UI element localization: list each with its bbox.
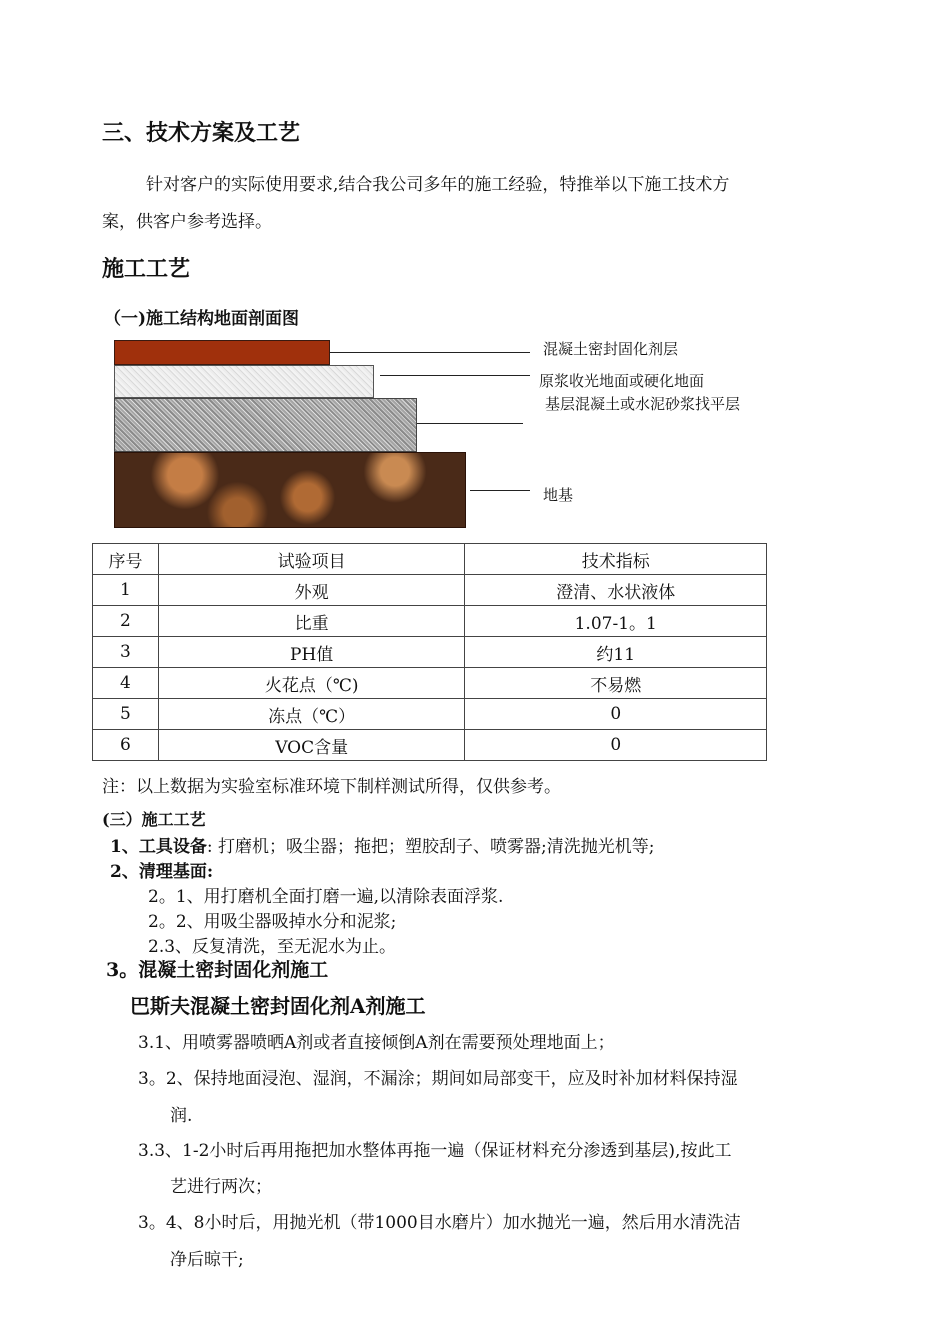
cell-spec: 约11	[465, 637, 767, 668]
cell-spec: 不易燃	[465, 668, 767, 699]
cell-item: VOC含量	[158, 730, 465, 761]
diagram-title: （一)施工结构地面剖面图	[104, 309, 300, 329]
cell-item: 火花点（℃)	[158, 668, 465, 699]
cell-item: PH值	[158, 637, 465, 668]
leader-line-sealer	[330, 352, 530, 353]
table-row	[93, 699, 767, 730]
sealer-step-4: 3。4、8小时后，用抛光机（带1000目水磨片）加水抛光一遍，然后用水清洗洁	[138, 1213, 741, 1233]
clean-step-2: 2。2、用吸尘器吸掉水分和泥浆;	[148, 912, 397, 932]
leader-line-ground	[470, 490, 530, 491]
cell-spec: 1.07-1。1	[465, 606, 767, 637]
cell-index: 4	[93, 668, 159, 699]
cell-item: 比重	[158, 606, 465, 637]
cell-spec: 澄清、水状液体	[465, 575, 767, 606]
leader-line-base	[417, 423, 523, 424]
leader-line-slurry	[380, 375, 530, 376]
clean-step-3: 2.3、反复清洗，至无泥水为止。	[148, 937, 397, 957]
label-sealer-layer: 混凝土密封固化剂层	[543, 340, 679, 358]
sealer-step-2-cont: 润.	[170, 1106, 193, 1126]
table-note: 注：以上数据为实验室标准环境下制样测试所得，仅供参考。	[102, 777, 561, 797]
sealer-step-1: 3.1、用喷雾器喷晒A剂或者直接倾倒A剂在需要预处理地面上；	[138, 1033, 615, 1053]
sealer-step-3-cont: 艺进行两次；	[170, 1177, 272, 1197]
cell-index: 3	[93, 637, 159, 668]
part3-title: (三）施工工艺	[102, 810, 206, 829]
sealer-section-title: 3。混凝土密封固化剂施工	[106, 959, 329, 981]
slurry-finish-layer	[114, 365, 374, 398]
label-base-layer: 基层混凝土或水泥砂浆找平层	[545, 395, 741, 413]
process-title: 施工工艺	[102, 256, 191, 282]
header-index: 序号	[93, 544, 159, 575]
base-concrete-layer	[114, 398, 417, 452]
cell-index: 5	[93, 699, 159, 730]
cell-item: 外观	[158, 575, 465, 606]
sealer-layer	[114, 340, 330, 365]
clean-label: 2、清理基面:	[110, 862, 214, 882]
cell-item: 冻点（℃）	[158, 699, 465, 730]
sealer-section-subtitle: 巴斯夫混凝土密封固化剂A剂施工	[130, 994, 426, 1018]
tools-text: : 打磨机；吸尘器；拖把；塑胶刮子、喷雾器;清洗抛光机等;	[206, 837, 655, 857]
table-row	[93, 606, 767, 637]
cell-index: 1	[93, 575, 159, 606]
table-row	[93, 668, 767, 699]
sealer-step-2: 3。2、保持地面浸泡、湿润，不漏涂；期间如局部变干，应及时补加材料保持湿	[138, 1069, 738, 1089]
table-row	[93, 730, 767, 761]
cell-spec: 0	[465, 730, 767, 761]
intro-paragraph-line2: 案，供客户参考选择。	[102, 212, 272, 232]
cell-spec: 0	[465, 699, 767, 730]
label-ground-layer: 地基	[543, 486, 574, 504]
clean-step-1: 2。1、用打磨机全面打磨一遍,以清除表面浮浆.	[148, 887, 504, 907]
header-spec: 技术指标	[465, 544, 767, 575]
section-title: 三、技术方案及工艺	[102, 120, 301, 146]
ground-layer	[114, 452, 466, 528]
tools-label: 1、工具设备	[110, 837, 207, 857]
label-slurry-layer: 原浆收光地面或硬化地面	[539, 372, 705, 390]
table-row	[93, 637, 767, 668]
table-header-row	[93, 544, 767, 575]
cell-index: 6	[93, 730, 159, 761]
sealer-step-3: 3.3、1-2小时后再用拖把加水整体再拖一遍（保证材料充分渗透到基层),按此工	[138, 1141, 732, 1161]
tools-line	[110, 832, 654, 857]
header-item: 试验项目	[158, 544, 465, 575]
cell-index: 2	[93, 606, 159, 637]
table-row	[93, 575, 767, 606]
sealer-step-4-cont: 净后晾干;	[170, 1250, 244, 1270]
intro-paragraph-line1: 针对客户的实际使用要求,结合我公司多年的施工经验，特推举以下施工技术方	[146, 175, 730, 195]
spec-table	[92, 543, 767, 761]
